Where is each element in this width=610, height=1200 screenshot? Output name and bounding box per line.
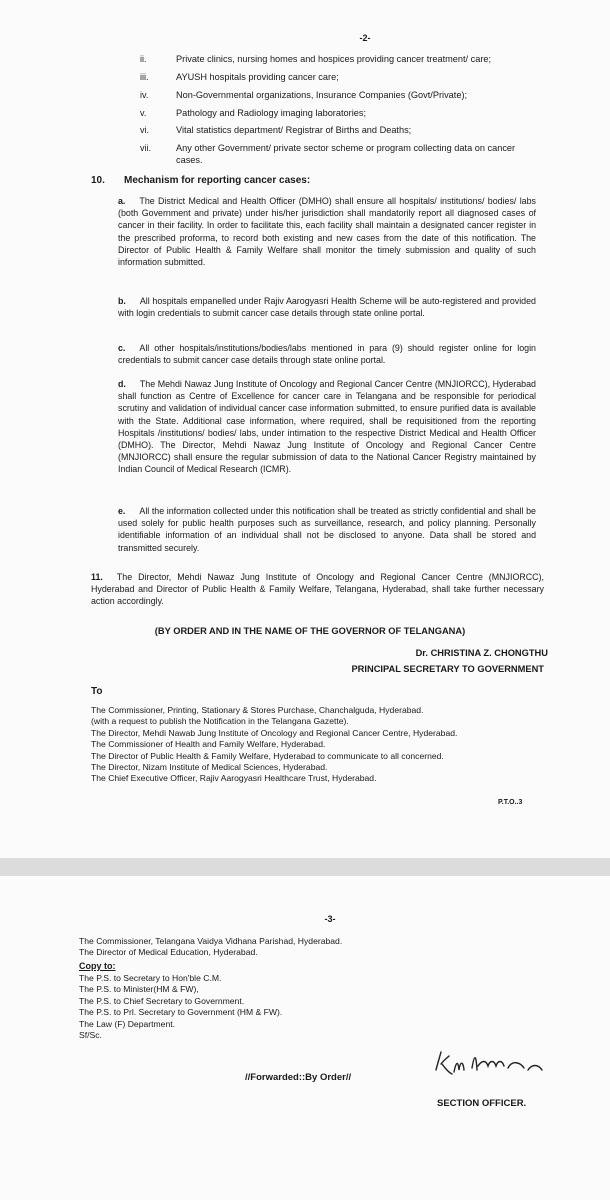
list-item: The P.S. to Prl. Secretary to Government (HM & FW).	[79, 1007, 283, 1018]
list-item: vii. Any other Government/ private sector scheme or program collecting data on cancer cases.	[140, 143, 516, 166]
list-item: v. Pathology and Radiology imaging laboratories;	[140, 108, 366, 118]
list-item: Sf/Sc.	[79, 1030, 102, 1041]
signatory-title: PRINCIPAL SECRETARY TO GOVERNMENT	[351, 664, 544, 674]
pto-label: P.T.O..3	[498, 799, 523, 806]
section-heading: Mechanism for reporting cancer cases:	[124, 175, 311, 186]
to-label: To	[91, 686, 103, 697]
list-item: The Chief Executive Officer, Rajiv Aarogyasri Healthcare Trust, Hyderabad.	[91, 773, 377, 784]
section-officer: SECTION OFFICER.	[437, 1098, 527, 1109]
list-item: iv. Non-Governmental organizations, Insurance Companies (Govt/Private);	[140, 90, 468, 100]
copy-list	[79, 973, 282, 1041]
paragraph-b: b. All hospitals empanelled under Rajiv Aarogyasri Health Scheme will be auto-registered and provided with login credentials to submit cancer case details through state online portal.	[118, 296, 536, 319]
paragraph-a: a. The District Medical and Health Officer (DMHO) shall ensure all hospitals/ institutions/ bodies/ labs (both Government and private) under his/her jurisdiction shall mandatorily report all diagnosed cases of cancer in their facility. In order to facilitate this, each facility shall maintain a designated cancer register in the prescribed proforma, to record both existing and new cases from the date of this notification. The Director of Public Health & Family Welfare shall monitor the timely submission and quality of such information submitted.	[118, 196, 536, 268]
list-item: The Law (F) Department.	[79, 1018, 175, 1029]
list-item: The Director, Nizam Institute of Medical Sciences, Hyderabad.	[91, 762, 328, 773]
paragraph-e: e. All the information collected under this notification shall be treated as strictly confidential and shall be used solely for public health purposes such as surveillance, research, and policy planning. Personally identifiable information of an individual shall not be disclosed to anyone. Data shall be stored and transmitted securely.	[118, 506, 536, 553]
recipient-list	[79, 936, 342, 959]
list-item: The Commissioner, Telangana Vaidya Vidhana Parishad, Hyderabad.	[79, 936, 343, 946]
list-item: The Director of Medical Education, Hyderabad.	[79, 947, 258, 958]
list-item: (with a request to publish the Notification in the Telangana Gazette).	[91, 716, 349, 727]
list-item: The Director, Mehdi Nawab Jung Institute of Oncology and Regional Cancer Centre, Hyderabad.	[91, 727, 458, 738]
section-11: 11. The Director, Mehdi Nawaz Jung Institute of Oncology and Regional Cancer Centre (MNJIORCC), Hyderabad and Director of Public Health & Family Welfare, Telangana, Hyderabad, shall take further necessary action accordingly.	[91, 572, 544, 607]
list-item: The P.S. to Minister(HM & FW),	[79, 984, 199, 995]
list-item: The Commissioner, Printing, Stationary & Stores Purchase, Chanchalguda, Hyderabad.	[91, 705, 424, 715]
page-number: -3-	[324, 914, 336, 924]
paragraph-d: d. The Mehdi Nawaz Jung Institute of Oncology and Regional Cancer Centre (MNJIORCC), Hyderabad shall function as Centre of Excellence for cancer care in Telangana and be responsible for periodical scrutiny and validation of individual cancer case information submitted, to ensure purified data is available with the State. Additional case information, where required, shall be requisitioned from the reporting Hospitals /institutions/ bodies/ labs, under intimation to the respective District Medical and Health Officer (DMHO). The Director, Mehdi Nawaz Jung Institute of Oncology and Regional Cancer Centre (MNJIORCC) shall ensure the regular submission of data to the National Cancer Registry maintained by Indian Council of Medical Research (ICMR).	[118, 379, 536, 475]
signature-icon	[432, 1048, 562, 1084]
copy-to-label: Copy to:	[79, 961, 116, 971]
recipient-list	[91, 705, 457, 785]
signatory-name: Dr. CHRISTINA Z. CHONGTHU	[415, 648, 548, 658]
list-item: The P.S. to Chief Secretary to Government.	[79, 995, 245, 1006]
list-item: ii. Private clinics, nursing homes and hospices providing cancer treatment/ care;	[140, 54, 492, 64]
list-item: The Director of Public Health & Family Welfare, Hyderabad to communicate to all concerned.	[91, 750, 444, 761]
list-item: The Commissioner of Health and Family Welfare, Hyderabad.	[91, 739, 326, 750]
list-item: The P.S. to Secretary to Hon'ble C.M.	[79, 973, 222, 983]
section-number: 10.	[91, 175, 105, 186]
paragraph-c: c. All other hospitals/institutions/bodies/labs mentioned in para (9) should register online for login credentials to submit cancer case details through state online portal.	[118, 343, 536, 366]
list-item: iii. AYUSH hospitals providing cancer care;	[140, 72, 339, 82]
document-page-3	[0, 876, 610, 1200]
list-item: vi. Vital statistics department/ Registrar of Births and Deaths;	[140, 125, 412, 135]
forwarded-by-order: //Forwarded::By Order//	[245, 1072, 352, 1083]
order-line: (BY ORDER AND IN THE NAME OF THE GOVERNOR OF TELANGANA)	[154, 626, 466, 636]
page-number: -2-	[359, 33, 371, 43]
